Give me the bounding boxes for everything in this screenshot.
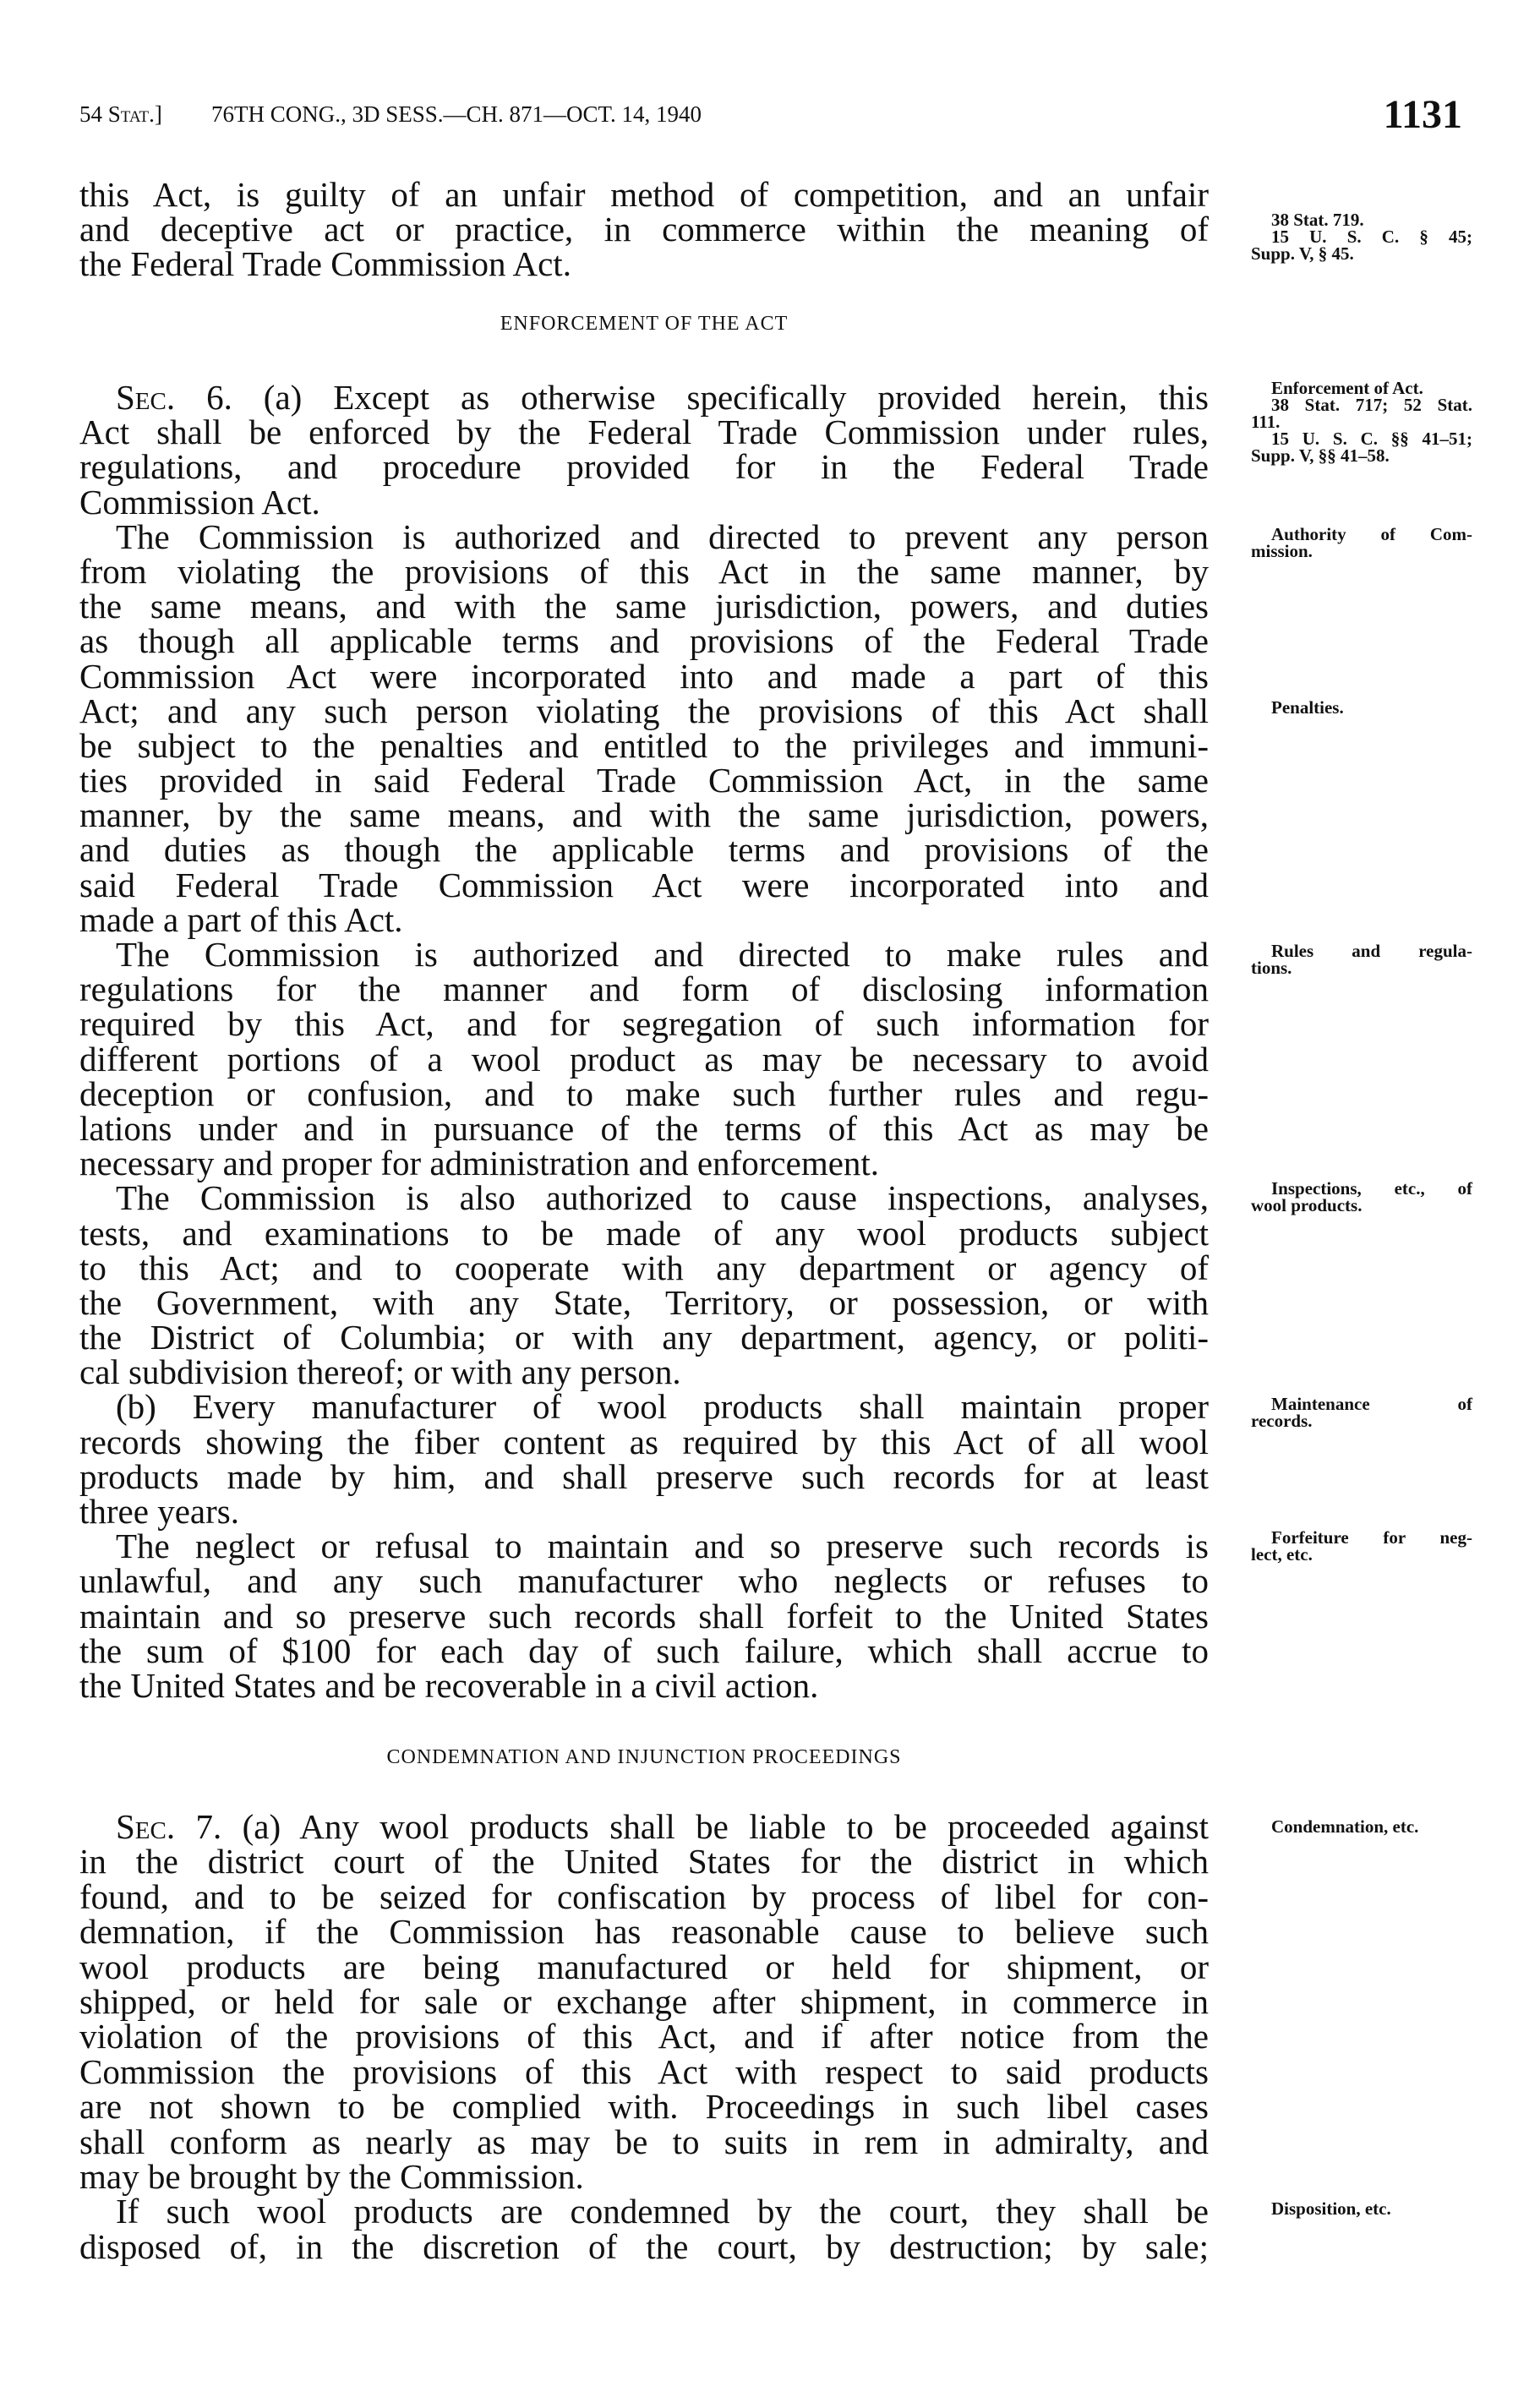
line-text: Commission Act were incorporated into and made a part of this [79, 656, 1209, 696]
line-text: ties provided in said Federal Trade Commission Act, in the same [79, 761, 1209, 800]
paragraph [79, 380, 1209, 520]
margin-note-line: Authority of Com- [1271, 524, 1472, 544]
text-line [79, 1947, 1209, 1986]
line-text: regulations for the manner and form of disclosing information [79, 969, 1209, 1009]
text-line [79, 2226, 1209, 2266]
text-line [79, 1494, 1209, 1529]
text-line [79, 1387, 1209, 1427]
text-line [79, 1844, 1209, 1879]
text-line [79, 1665, 1209, 1705]
line-text: The Commission is also authorized to cause inspections, analyses, [116, 1178, 1209, 1218]
margin-note [1251, 699, 1472, 716]
margin-note-line: Penalties. [1271, 697, 1344, 718]
paragraph [79, 1387, 1209, 1531]
line-text: made a part of this Act. [79, 899, 403, 939]
text-line [79, 1146, 1209, 1181]
text-line [79, 1876, 1209, 1916]
margin-note [1251, 526, 1472, 560]
line-text: required by this Act, and for segregation of such information for [79, 1004, 1209, 1044]
line-text: wool products are being manufactured or held for shipment, or [79, 1947, 1209, 1986]
text-line [79, 1248, 1209, 1287]
line-text: three years. [79, 1492, 239, 1531]
line-text: the District of Columbia; or with any department, agency, or politi- [79, 1318, 1209, 1357]
text-line [79, 551, 1209, 591]
text-line [79, 2194, 1209, 2229]
text-line [79, 1561, 1209, 1601]
text-block-section-7 [79, 1807, 1210, 2266]
margin-note-line: wool products. [1251, 1195, 1363, 1215]
line-text: the Federal Trade Commission Act. [79, 244, 571, 284]
paragraph [79, 1526, 1209, 1705]
text-line [79, 1108, 1209, 1148]
text-line [79, 763, 1209, 798]
text-line [79, 1807, 1210, 1846]
section-number: Sec. 6. [116, 378, 232, 417]
text-line [79, 1630, 1209, 1670]
line-text: violation of the provisions of this Act, and if after notice from the [79, 2017, 1209, 2056]
line-text: Act shall be enforced by the Federal Trade Commission under rules, [79, 412, 1209, 452]
text-line [79, 244, 1209, 284]
text-line [79, 691, 1209, 730]
line-text: unlawful, and any such manufacturer who neglects or refuses to [79, 1561, 1209, 1601]
margin-note [1251, 1395, 1472, 1429]
line-text: may be brought by the Commission. [79, 2156, 584, 2196]
text-line [79, 1178, 1209, 1218]
line-text: said Federal Trade Commission Act were incorporated into and [79, 865, 1209, 904]
text-line [79, 937, 1209, 972]
line-text: The neglect or refusal to maintain and so preserve such records is [116, 1526, 1209, 1566]
text-line [79, 1456, 1209, 1496]
text-line [79, 1422, 1209, 1461]
line-text: Commission the provisions of this Act with respect to said products [79, 2051, 1209, 2091]
text-line [79, 516, 1209, 556]
line-text: are not shown to be complied with. Proceedings in such libel cases [79, 2087, 1209, 2127]
margin-note-line: Rules and regula- [1271, 941, 1472, 961]
text-line [79, 899, 1209, 939]
text-line [79, 1596, 1209, 1636]
text-line [79, 621, 1209, 661]
margin-note-line: mission. [1251, 541, 1313, 561]
line-text: cal subdivision thereof; or with any person. [79, 1352, 681, 1392]
text-line [79, 725, 1209, 765]
section-heading-condemnation: CONDEMNATION AND INJUNCTION PROCEEDINGS [386, 1746, 902, 1768]
text-line [79, 2156, 1209, 2196]
text-block-continuation [79, 177, 1209, 282]
margin-note-line: Condemnation, etc. [1271, 1816, 1419, 1837]
line-text: If such wool products are condemned by the court, they shall be [116, 2192, 1209, 2231]
line-text: necessary and proper for administration and enforcement. [79, 1144, 880, 1183]
line-text: regulations, and procedure provided for in the Federal Trade [79, 447, 1209, 487]
line-text: lations under and in pursuance of the terms of this Act as may be [79, 1108, 1209, 1148]
running-head-session: 76TH CONG., 3D SESS.—CH. 871—OCT. 14, 1940 [211, 101, 702, 127]
text-line [79, 969, 1209, 1009]
text-line [79, 1282, 1209, 1322]
paragraph [79, 1178, 1209, 1392]
margin-note-line: tions. [1251, 958, 1292, 978]
text-line [79, 1004, 1209, 1044]
margin-note [1251, 380, 1472, 464]
margin-note [1251, 1529, 1472, 1563]
line-text: (a) Except as otherwise specifically provided herein, this [232, 378, 1209, 417]
margin-note-line: Enforcement of Act. [1271, 378, 1423, 398]
margin-note-line: Disposition, etc. [1271, 2198, 1391, 2219]
line-text: and deceptive act or practice, in commerce within the meaning of [79, 210, 1209, 249]
line-text: (a) Any wool products shall be liable to be proceeded against [221, 1807, 1210, 1846]
line-text: tests, and examinations to be made of any wool products subject [79, 1213, 1209, 1253]
margin-note-line: Supp. V, § 45. [1251, 243, 1354, 264]
text-line [79, 482, 1209, 522]
section-heading-enforcement: ENFORCEMENT OF THE ACT [500, 313, 789, 335]
text-line [79, 412, 1209, 452]
line-text: demnation, if the Commission has reasonable cause to believe such [79, 1912, 1209, 1952]
text-line [79, 177, 1209, 212]
margin-note-line: Forfeiture for neg- [1271, 1527, 1472, 1548]
text-line [79, 380, 1209, 415]
line-text: the sum of $100 for each day of such failure, which shall accrue to [79, 1630, 1209, 1670]
line-text: Commission Act. [79, 482, 320, 522]
line-text: the United States and be recoverable in a civil action. [79, 1665, 819, 1705]
margin-note-line: 15 U. S. C. §§ 41–51; [1271, 429, 1472, 449]
text-line [79, 1213, 1209, 1253]
text-line [79, 1526, 1209, 1566]
text-line [79, 447, 1209, 487]
text-line [79, 2122, 1209, 2161]
line-text: deception or confusion, and to make such further rules and regu- [79, 1073, 1209, 1113]
margin-note-line: 38 Stat. 717; 52 Stat. [1271, 395, 1472, 415]
paragraph [79, 177, 1209, 282]
line-text: the Government, with any State, Territory, or possession, or with [79, 1282, 1209, 1322]
margin-note [1251, 1818, 1472, 1835]
page-number: 1131 [1383, 92, 1462, 137]
line-text: Act; and any such person violating the provisions of this Act shall [79, 691, 1209, 730]
text-line [79, 1320, 1209, 1355]
line-text: maintain and so preserve such records shall forfeit to the United States [79, 1596, 1209, 1636]
text-line [79, 656, 1209, 696]
margin-note [1251, 2200, 1472, 2217]
text-line [79, 1073, 1209, 1113]
line-text: different portions of a wool product as may be necessary to avoid [79, 1039, 1209, 1079]
margin-note-line: Inspections, etc., of [1271, 1178, 1472, 1199]
text-line [79, 2051, 1209, 2091]
margin-note [1251, 942, 1472, 976]
margin-note [1251, 211, 1472, 262]
text-line [79, 212, 1209, 247]
margin-note-line: 38 Stat. 719. [1271, 210, 1364, 230]
text-line [79, 1039, 1209, 1079]
line-text: shipped, or held for sale or exchange after shipment, in commerce in [79, 1981, 1209, 2021]
text-line [79, 1912, 1209, 1952]
paragraph [79, 1807, 1210, 2196]
line-text: and duties as though the applicable terms and provisions of the [79, 830, 1209, 870]
text-line [79, 1352, 1209, 1392]
section-number: Sec. 7. [116, 1807, 222, 1846]
text-line [79, 865, 1209, 904]
line-text: in the district court of the United States for the district in which [79, 1842, 1209, 1881]
paragraph [79, 2194, 1209, 2264]
line-text: disposed of, in the discretion of the court, by destruction; by sale; [79, 2226, 1209, 2266]
margin-note-line: 111. [1251, 412, 1281, 432]
margin-note-line: Maintenance of [1271, 1394, 1472, 1414]
margin-note-line: 15 U. S. C. § 45; [1271, 227, 1472, 247]
margin-note-line: lect, etc. [1251, 1544, 1313, 1565]
text-line [79, 1981, 1209, 2021]
line-text: from violating the provisions of this Act in the same manner, by [79, 551, 1209, 591]
line-text: the same means, and with the same jurisdiction, powers, and duties [79, 587, 1209, 626]
text-line [79, 2019, 1209, 2054]
line-text: products made by him, and shall preserve such records for at least [79, 1456, 1209, 1496]
text-line [79, 2087, 1209, 2127]
paragraph [79, 937, 1209, 1181]
line-text: as though all applicable terms and provisions of the Federal Trade [79, 621, 1209, 661]
text-line [79, 830, 1209, 870]
text-line [79, 795, 1209, 835]
text-line [79, 589, 1209, 624]
margin-note-line: Supp. V, §§ 41–58. [1251, 445, 1390, 466]
paragraph [79, 516, 1209, 939]
line-text: to this Act; and to cooperate with any department or agency of [79, 1248, 1209, 1287]
margin-note [1251, 1180, 1472, 1214]
line-text: The Commission is authorized and directed to prevent any person [116, 516, 1209, 556]
running-head-volume: 54 Stat.] [79, 101, 162, 127]
line-text: this Act, is guilty of an unfair method of competition, and an unfair [79, 175, 1209, 214]
margin-note-line: records. [1251, 1411, 1313, 1431]
line-text: (b) Every manufacturer of wool products shall maintain proper [116, 1387, 1209, 1427]
line-text: The Commission is authorized and directed to make rules and [116, 935, 1209, 974]
line-text: shall conform as nearly as may be to suits in rem in admiralty, and [79, 2122, 1209, 2161]
line-text: records showing the fiber content as required by this Act of all wool [79, 1422, 1209, 1461]
line-text: manner, by the same means, and with the same jurisdiction, powers, [79, 795, 1209, 835]
text-block-section-6 [79, 380, 1209, 1703]
line-text: be subject to the penalties and entitled to the privileges and immuni- [79, 725, 1209, 765]
line-text: found, and to be seized for confiscation by process of libel for con- [79, 1876, 1209, 1916]
